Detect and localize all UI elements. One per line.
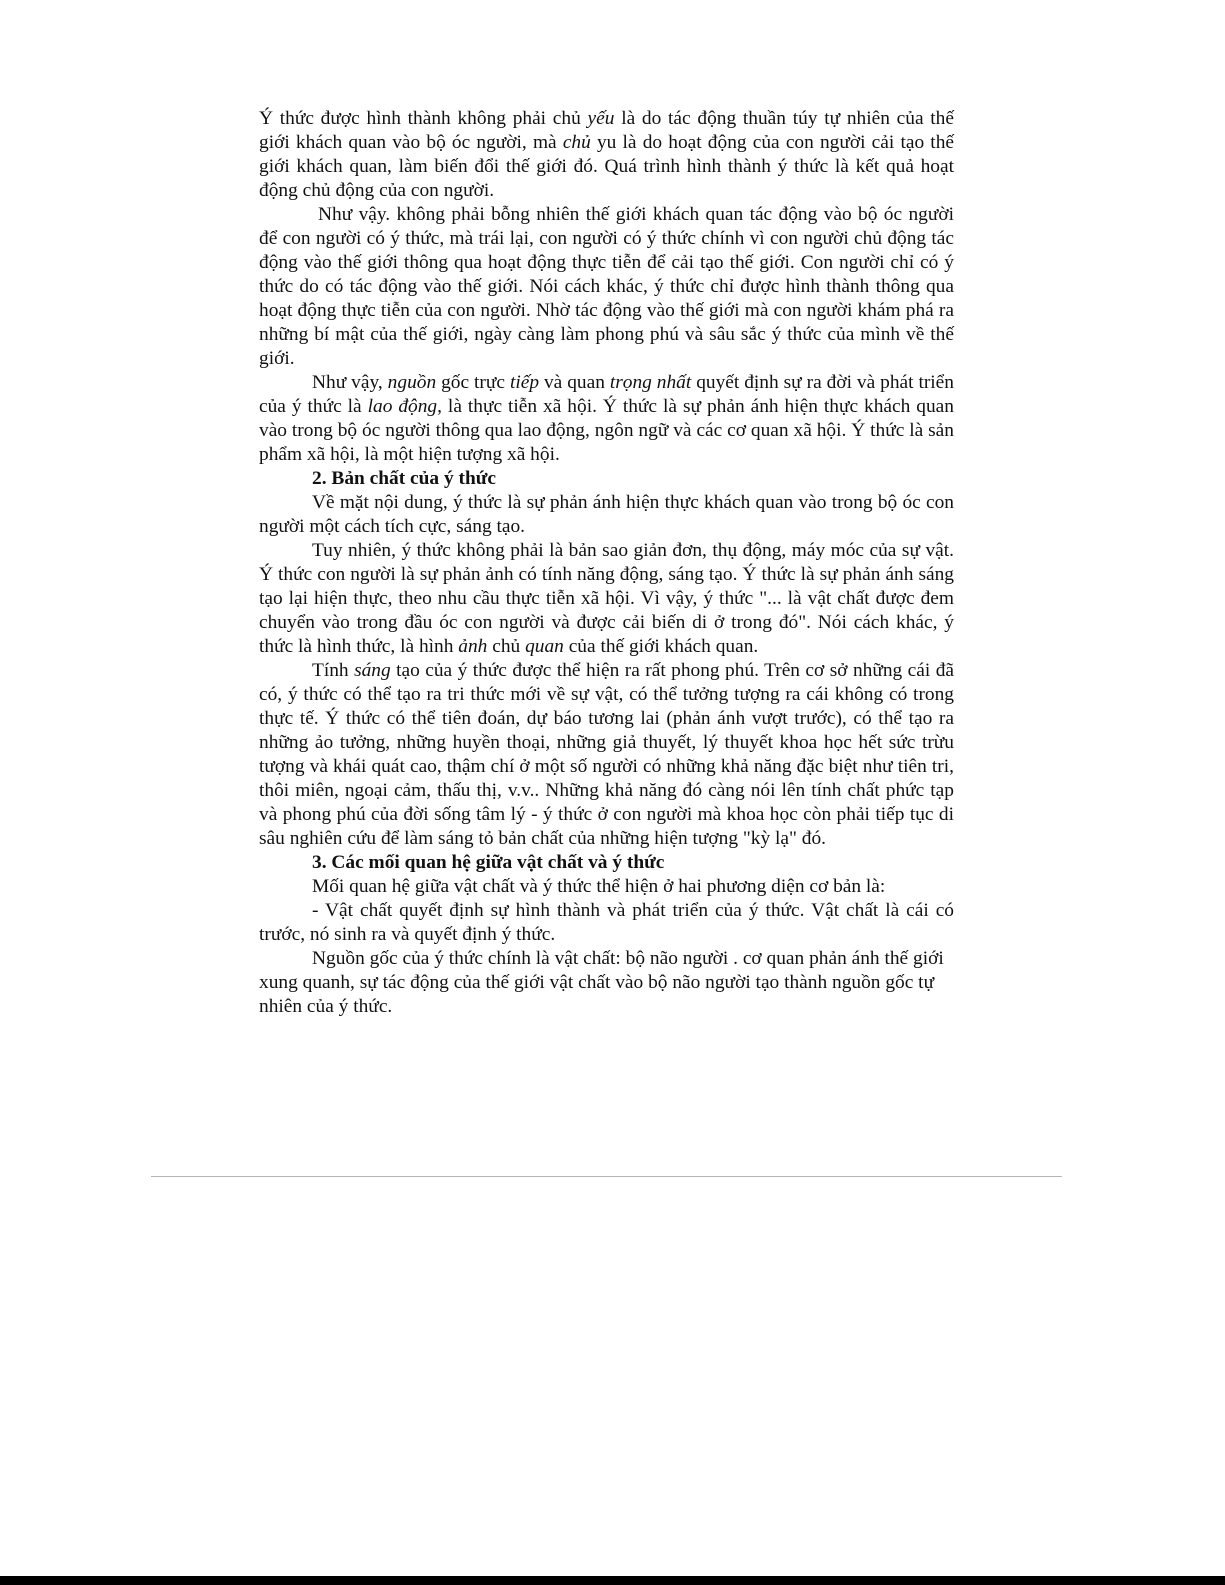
italic-run: ảnh xyxy=(458,636,488,657)
text-run: yu là do hoạt động của con người cải tạo thế giới khách quan, làm biến đổi thế giới đó. Quá trình hình thành ý thức là kết quả hoạt động chủ động của con người. xyxy=(259,132,954,201)
text-run: và quan xyxy=(539,372,610,393)
italic-run: chủ xyxy=(562,132,591,153)
paragraph-content-reflection: Về mặt nội dung, ý thức là sự phản ánh hiện thực khách quan vào trong bộ óc con người một cách tích cực, sáng tạo. xyxy=(259,492,954,537)
italic-run: nguồn xyxy=(387,372,437,393)
paragraph-creativity xyxy=(259,659,954,851)
page-divider xyxy=(151,1176,1062,1177)
text-run: Tuy nhiên, ý thức không phải là bản sao giản đơn, thụ động, máy móc của sự vật. Ý thức con người là sự phản ảnh có tính năng động, sáng tạo. Ý thức là sự phản ánh sáng tạo lại hiện thực, theo nhu cầu thực tiễn xã hội. Vì vậy, ý thức "... là vật chất được đem chuyển vào trong đầu óc con người và được cải biến di ở trong đó". Nói cách khác, ý thức là hình thức, là hình xyxy=(259,540,954,657)
paragraph-active-impact: Như vậy. không phải bỗng nhiên thế giới khách quan tác động vào bộ óc người để con người có ý thức, mà trái lại, con người có ý thức chính vì con người chủ động tác động vào thế giới thông qua hoạt động thực tiễn để cải tạo thế giới. Con người chỉ có ý thức do có tác động vào thế giới. Nói cách khác, ý thức chỉ được hình thành thông qua hoạt động thực tiễn của con người. Nhờ tác động vào thế giới mà con người khám phá ra những bí mật của thế giới, ngày càng làm phong phú và sâu sắc ý thức của mình về thế giới. xyxy=(259,204,954,369)
text-run: là do tác động thuần túy tự nhiên của thế giới khách quan vào bộ óc người, mà xyxy=(259,108,954,153)
paragraph-matter-determines: - Vật chất quyết định sự hình thành và phát triển của ý thức. Vật chất là cái có trước, nó sinh ra và quyết định ý thức. xyxy=(259,900,954,945)
text-run: Như vậy, xyxy=(312,372,388,393)
bottom-edge-bar xyxy=(0,1576,1225,1585)
italic-run: quan xyxy=(525,636,564,657)
text-run: chủ xyxy=(487,636,526,657)
text-run: Tính xyxy=(312,660,355,681)
italic-run: sáng xyxy=(354,660,391,681)
paragraph-consciousness-formation xyxy=(259,107,954,203)
text-run: Ý thức được hình thành không phải chủ xyxy=(259,108,588,129)
paragraph-creative-reflection xyxy=(259,539,954,659)
italic-run: lao động xyxy=(367,396,438,417)
paragraph-relationship-intro: Mối quan hệ giữa vật chất và ý thức thể hiện ở hai phương diện cơ bản là: xyxy=(312,876,886,897)
italic-run: trọng nhất xyxy=(609,372,692,393)
paragraph-natural-origin: Nguồn gốc của ý thức chính là vật chất: bộ não người . cơ quan phản ánh thế giới xung quanh, sự tác động của thế giới vật chất vào bộ não người tạo thành nguồn gốc tự nhiên của ý thức. xyxy=(259,948,944,1017)
text-run: tạo của ý thức được thể hiện ra rất phong phú. Trên cơ sở những cái đã có, ý thức có thể tạo ra tri thức mới về sự vật, có thể tưởng tượng ra cái không có trong thực tế. Ý thức có thể tiên đoán, dự báo tương lai (phản ánh vượt trước), có thể tạo ra những ảo tưởng, những huyền thoại, những giả thuyết, lý thuyết khoa học hết sức trừu tượng và khái quát cao, thậm chí ở một số người có những khả năng đặc biệt như tiên tri, thôi miên, ngoại cảm, thấu thị, v.v.. Những khả năng đó càng nói lên tính chất phức tạp và phong phú của đời sống tâm lý - ý thức ở con người mà khoa học còn phải tiếp tục di sâu nghiên cứu để làm sáng tỏ bản chất của những hiện tượng "kỳ lạ" đó. xyxy=(259,660,954,849)
italic-run: yếu xyxy=(587,108,615,129)
text-run: , là thực tiễn xã hội. Ý thức là sự phản ánh hiện thực khách quan vào trong bộ óc người thông qua lao động, ngôn ngữ và các cơ quan xã hội. Ý thức là sản phẩm xã hội, là một hiện tượng xã hội. xyxy=(259,396,954,465)
paragraph-labor-origin xyxy=(259,371,954,467)
text-run: gốc trực xyxy=(436,372,510,393)
text-run: của thế giới khách quan. xyxy=(563,636,759,657)
text-run: quyết định sự ra đời và phát triển của ý thức là xyxy=(259,372,954,417)
section-heading-relationship: 3. Các mối quan hệ giữa vật chất và ý thức xyxy=(312,852,665,873)
section-heading-nature-of-consciousness: 2. Bản chất của ý thức xyxy=(312,468,497,489)
italic-run: tiếp xyxy=(509,372,540,393)
document-body xyxy=(259,107,954,1019)
